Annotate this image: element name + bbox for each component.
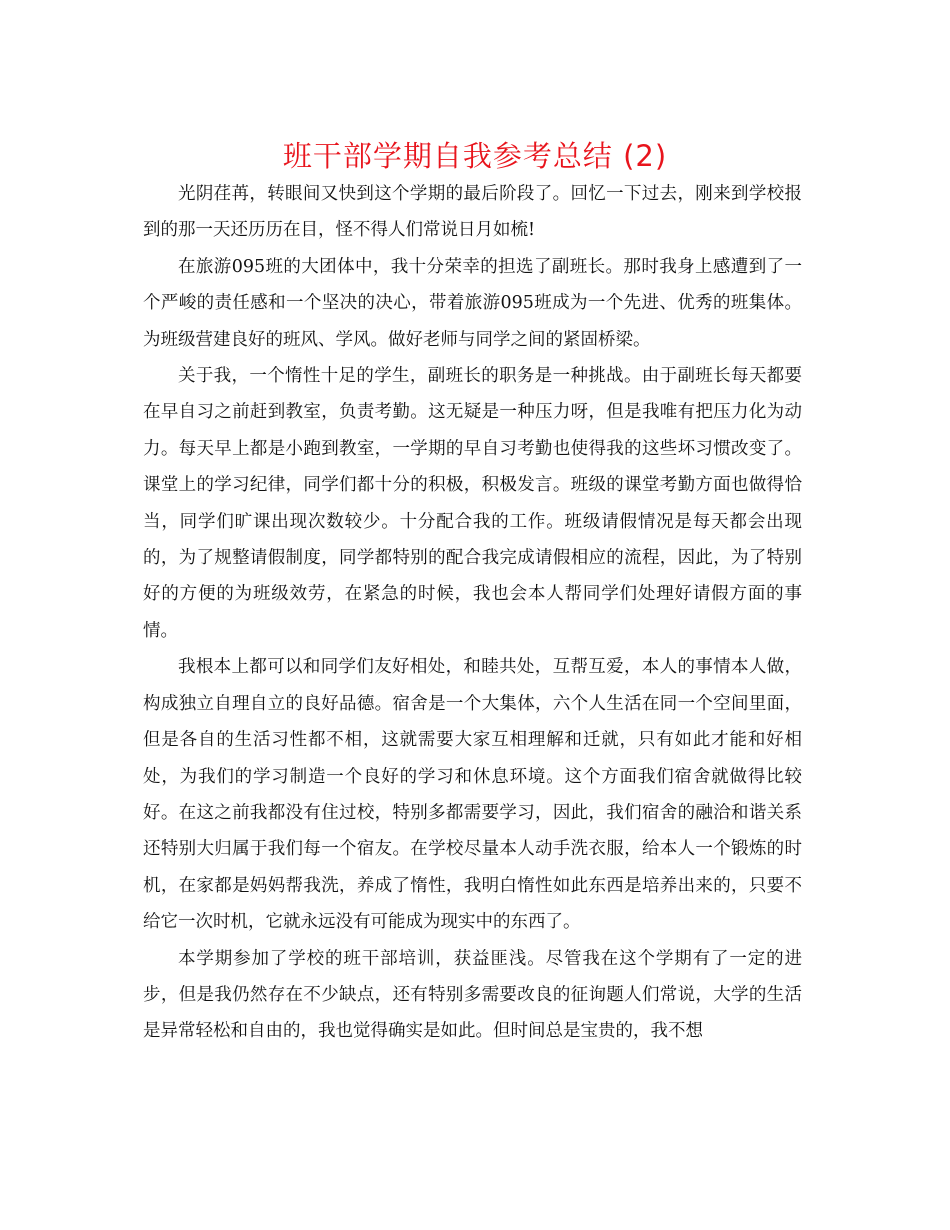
paragraph-5: 本学期参加了学校的班干部培训，获益匪浅。尽管我在这个学期有了一定的进步，但是我仍然存在不少缺点，还有特别多需要改良的征询题人们常说，大学的生活是异常轻松和自由的，我也觉得确实是如此。但时间总是宝贵的，我不想 <box>143 948 802 1042</box>
document-title: 班干部学期自我参考总结 (2) <box>282 139 668 173</box>
document-body <box>143 176 802 1050</box>
paragraph-3: 关于我，一个惰性十足的学生，副班长的职务是一种挑战。由于副班长每天都要在早自习之前赶到教室，负责考勤。这无疑是一种压力呀，但是我唯有把压力化为动力。每天早上都是小跑到教室，一学期的早自习考勤也使得我的这些坏习惯改变了。课堂上的学习纪律，同学们都十分的积极，积极发言。班级的课堂考勤方面也做得恰当，同学们旷课出现次数较少。十分配合我的工作。班级请假情况是每天都会出现的，为了规整请假制度，同学都特别的配合我完成请假相应的流程，因此，为了特别好的方便的为班级效劳，在紧急的时候，我也会本人帮同学们处理好请假方面的事情。 <box>143 366 802 641</box>
paragraph-2: 在旅游095班的大团体中，我十分荣幸的担选了副班长。那时我身上感遭到了一个严峻的责任感和一个坚决的决心，带着旅游095班成为一个先进、优秀的班集体。为班级营建良好的班风、学风。做好老师与同学之间的紧固桥梁。 <box>143 256 802 350</box>
paragraph-1: 光阴荏苒，转眼间又快到这个学期的最后阶段了。回忆一下过去，刚来到学校报到的那一天还历历在目，怪不得人们常说日月如梳! <box>143 184 802 241</box>
paragraph-4: 我根本上都可以和同学们友好相处，和睦共处，互帮互爱，本人的事情本人做，构成独立自理自立的良好品德。宿舍是一个大集体，六个人生活在同一个空间里面，但是各自的生活习性都不相，这就需要大家互相理解和迁就，只有如此才能和好相处，为我们的学习制造一个良好的学习和休息环境。这个方面我们宿舍就做得比较好。在这之前我都没有住过校，特别多都需要学习，因此，我们宿舍的融洽和谐关系还特别大归属于我们每一个宿友。在学校尽量本人动手洗衣服，给本人一个锻炼的时机，在家都是妈妈帮我洗，养成了惰性，我明白惰性如此东西是培养出来的，只要不给它一次时机，它就永远没有可能成为现实中的东西了。 <box>143 657 802 933</box>
